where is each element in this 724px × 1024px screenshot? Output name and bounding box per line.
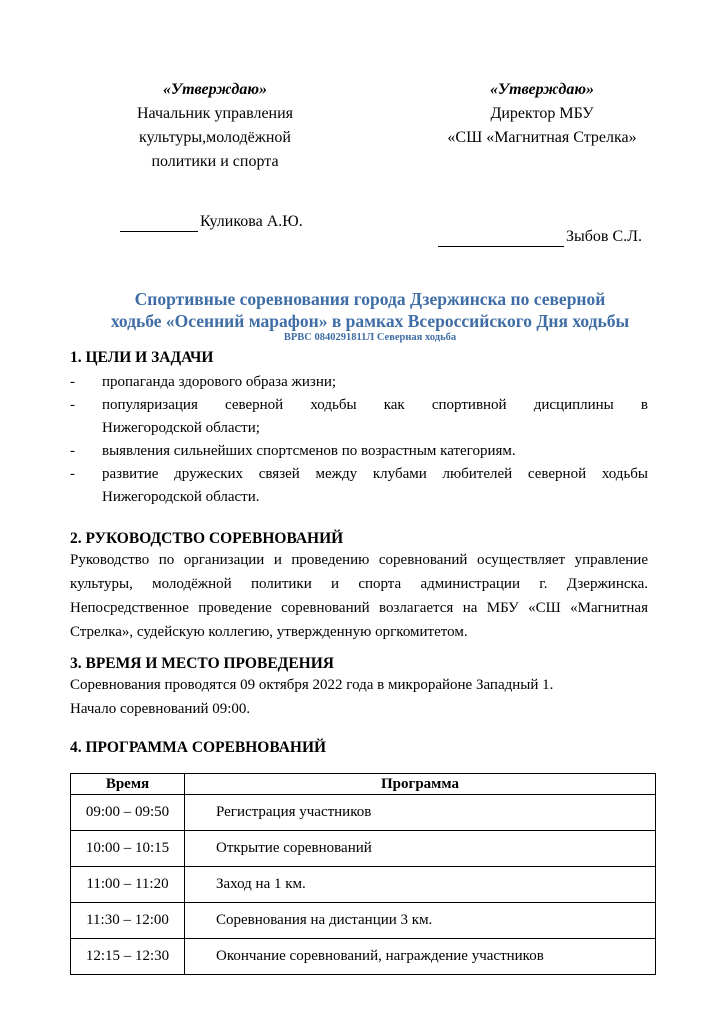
time-cell: 10:00 – 10:15	[71, 831, 185, 867]
table-row	[71, 867, 656, 903]
list-item	[70, 394, 648, 440]
paragraph-line: Начало соревнований 09:00.	[70, 701, 251, 717]
table-row	[71, 795, 656, 831]
bullet-dash: -	[70, 397, 75, 413]
paragraph-line: Руководство по организации и проведению соревнований осуществляет управление	[70, 552, 648, 568]
program-cell: Заход на 1 км.	[185, 867, 656, 903]
document-title	[60, 288, 680, 332]
program-cell: Соревнования на дистанции 3 км.	[185, 903, 656, 939]
approval-line: Начальник управления	[136, 105, 294, 122]
table-header-row	[71, 774, 656, 795]
paragraph-line: культуры, молодёжной политики и спорта администрации г. Дзержинска.	[70, 576, 648, 592]
list-item-text: Нижегородской области.	[102, 489, 260, 505]
signatory-name-right: Зыбов С.Л.	[566, 228, 642, 245]
table-row	[71, 903, 656, 939]
bullet-dash: -	[70, 443, 75, 459]
goals-list	[70, 371, 648, 509]
bullet-dash: -	[70, 466, 75, 482]
approval-line: культуры,молодёжной	[139, 129, 291, 146]
signature-line	[120, 215, 198, 232]
list-item-text: популяризация северной ходьбы как спортивной дисциплины в	[102, 397, 648, 413]
section-heading-program: 4. ПРОГРАММА СОРЕВНОВАНИЙ	[70, 739, 327, 756]
table-row	[71, 939, 656, 975]
approval-line: политики и спорта	[151, 153, 279, 170]
title-line: Спортивные соревнования города Дзержинска по северной	[134, 289, 606, 309]
management-paragraph	[70, 548, 648, 644]
signature-left	[120, 212, 303, 232]
signature-line	[438, 230, 564, 247]
column-header-program: Программа	[185, 774, 656, 795]
list-item-text: выявления сильнейших спортсменов по возрастным категориям.	[102, 443, 516, 459]
list-item-text: Нижегородской области;	[102, 420, 260, 436]
time-cell: 09:00 – 09:50	[71, 795, 185, 831]
section-heading-time-place: 3. ВРЕМЯ И МЕСТО ПРОВЕДЕНИЯ	[70, 655, 334, 672]
time-place-paragraph	[70, 673, 648, 721]
section-heading-goals: 1. ЦЕЛИ И ЗАДАЧИ	[70, 349, 214, 366]
list-item	[70, 440, 648, 463]
approval-block-right	[422, 78, 662, 150]
signature-right	[438, 227, 642, 247]
paragraph-line: Соревнования проводятся 09 октября 2022 года в микрорайоне Западный 1.	[70, 677, 554, 693]
approval-line: «СШ «Магнитная Стрелка»	[447, 129, 637, 146]
time-cell: 12:15 – 12:30	[71, 939, 185, 975]
approval-heading-left: «Утверждаю»	[162, 81, 268, 98]
list-item-text: пропаганда здорового образа жизни;	[102, 374, 337, 390]
list-item	[70, 463, 648, 509]
list-item-text: развитие дружеских связей между клубами любителей северной ходьбы	[102, 466, 648, 482]
approval-heading-right: «Утверждаю»	[489, 81, 595, 98]
program-cell: Открытие соревнований	[185, 831, 656, 867]
program-cell: Регистрация участников	[185, 795, 656, 831]
program-cell: Окончание соревнований, награждение участников	[185, 939, 656, 975]
time-cell: 11:00 – 11:20	[71, 867, 185, 903]
column-header-time: Время	[71, 774, 185, 795]
list-item	[70, 371, 648, 394]
table-row	[71, 831, 656, 867]
bullet-dash: -	[70, 374, 75, 390]
title-line: ходьбе «Осенний марафон» в рамках Всероссийского Дня ходьбы	[110, 311, 630, 331]
section-heading-management: 2. РУКОВОДСТВО СОРЕВНОВАНИЙ	[70, 530, 344, 547]
approval-line: Директор МБУ	[490, 105, 594, 122]
approval-block-left	[100, 78, 330, 174]
paragraph-line: Стрелка», судейскую коллегию, утвержденную оргкомитетом.	[70, 624, 468, 640]
paragraph-line: Непосредственное проведение соревнований возлагается на МБУ «СШ «Магнитная	[70, 600, 648, 616]
signatory-name-left: Куликова А.Ю.	[200, 213, 303, 230]
time-cell: 11:30 – 12:00	[71, 903, 185, 939]
document-subtitle: ВРВС 0840291811Л Северная ходьба	[283, 332, 457, 343]
program-table	[70, 773, 656, 975]
